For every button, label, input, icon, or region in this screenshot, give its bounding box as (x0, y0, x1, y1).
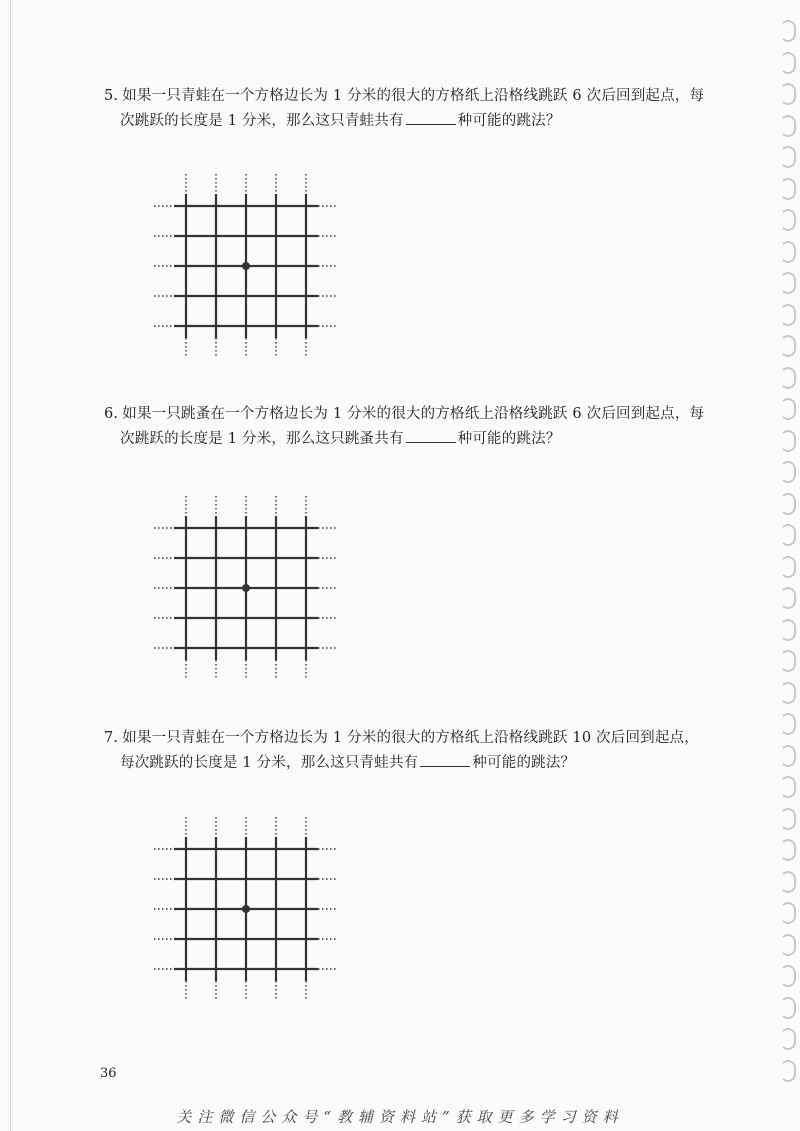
binder-ring (780, 367, 796, 389)
binder-ring (780, 115, 796, 137)
binder-ring (780, 52, 796, 74)
binder-ring (780, 430, 796, 452)
grid-diagram-5 (152, 172, 340, 360)
answer-blank[interactable] (420, 765, 470, 767)
binder-ring (780, 272, 796, 294)
answer-blank[interactable] (406, 441, 456, 443)
page-number: 36 (100, 1066, 117, 1081)
question-text-line2: 次跳跃的长度是 1 分米，那么这只跳蚤共有 (120, 431, 404, 447)
binder-ring (780, 493, 796, 515)
binder-ring (780, 1060, 796, 1082)
question-6 (104, 402, 744, 452)
binder-ring (780, 83, 796, 105)
grid-diagram-6 (152, 494, 340, 682)
binder-ring (780, 587, 796, 609)
binder-ring (780, 1028, 796, 1050)
grid-diagram-7 (152, 815, 340, 1003)
question-number: 5. (104, 88, 119, 104)
question-7 (104, 726, 744, 776)
binder-ring (780, 20, 796, 42)
binder-ring (780, 241, 796, 263)
binder-ring (780, 650, 796, 672)
binder-ring (780, 556, 796, 578)
binder-ring (780, 965, 796, 987)
binder-ring (780, 713, 796, 735)
binder-ring (780, 178, 796, 200)
start-point (242, 905, 250, 913)
start-point (242, 584, 250, 592)
binder-ring (780, 745, 796, 767)
question-text-line2-end: 种可能的跳法？ (457, 113, 561, 129)
question-text-line2-end: 种可能的跳法？ (457, 431, 561, 447)
binder-ring (780, 682, 796, 704)
binder-ring (780, 304, 796, 326)
question-text-line1: 如果一只青蛙在一个方格边长为 1 分米的很大的方格纸上沿格线跳跃 6 次后回到起点，每 (122, 88, 705, 104)
binder-ring (780, 997, 796, 1019)
binder-ring (780, 146, 796, 168)
question-text-line1: 如果一只青蛙在一个方格边长为 1 分米的很大的方格纸上沿格线跳跃 10 次后回到起点， (122, 730, 699, 746)
question-number: 6. (104, 406, 119, 422)
question-5 (104, 84, 744, 134)
binder-ring (780, 839, 796, 861)
question-text-line2: 次跳跃的长度是 1 分米，那么这只青蛙共有 (120, 113, 404, 129)
answer-blank[interactable] (406, 123, 456, 125)
binder-ring (780, 934, 796, 956)
question-text-line2: 每次跳跃的长度是 1 分米，那么这只青蛙共有 (120, 755, 419, 771)
binder-ring (780, 461, 796, 483)
question-number: 7. (104, 730, 119, 746)
question-text-line2-end: 种可能的跳法？ (472, 755, 576, 771)
binder-ring (780, 902, 796, 924)
footer-watermark: 关注微信公众号“教辅资料站”获取更多学习资料 (176, 1108, 624, 1126)
binder-ring (780, 524, 796, 546)
binder-ring (780, 808, 796, 830)
start-point (242, 262, 250, 270)
binder-ring (780, 209, 796, 231)
binder-ring (780, 619, 796, 641)
binder-ring (780, 335, 796, 357)
binder-ring (780, 776, 796, 798)
binder-ring (780, 871, 796, 893)
question-text-line1: 如果一只跳蚤在一个方格边长为 1 分米的很大的方格纸上沿格线跳跃 6 次后回到起点，每 (122, 406, 705, 422)
page-edge (10, 0, 11, 1131)
binder-ring (780, 398, 796, 420)
binder-rings (778, 20, 798, 1100)
